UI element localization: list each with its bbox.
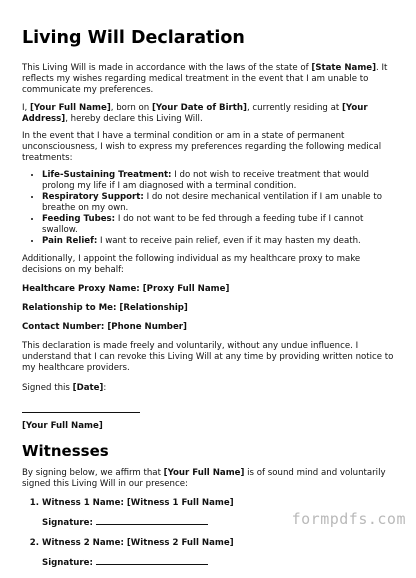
- state-name-field: [State Name]: [311, 63, 377, 73]
- signed-date-field[interactable]: [Date]: [72, 382, 104, 393]
- closing-paragraph: This declaration is made freely and voluntarily, without any undue influence. I understand that I can revoke this Living Will at any time by providing written notice to my healthcare providers.: [22, 340, 394, 373]
- treatment-label: Feeding Tubes:: [42, 213, 116, 224]
- treatment-text: I want to receive pain relief, even if it may hasten my death.: [97, 235, 361, 246]
- intro-paragraph-declarant: [22, 103, 394, 125]
- document-page: [22, 28, 394, 578]
- treatment-label: Life-Sustaining Treatment:: [42, 169, 172, 180]
- witness-intro-text: By signing below, we affirm that: [22, 468, 164, 478]
- treatment-label: Respiratory Support:: [42, 191, 144, 202]
- list-item: [42, 236, 394, 247]
- treatment-label: Pain Relief:: [42, 235, 98, 246]
- treatment-text: I do not want to be fed through a feeding tube if I cannot swallow.: [42, 213, 364, 235]
- list-item: [42, 192, 394, 214]
- witnesses-heading: Witnesses: [22, 442, 109, 460]
- intro-paragraph-state: [22, 63, 394, 96]
- list-item: [42, 214, 394, 236]
- proxy-intro-paragraph: Additionally, I appoint the following individual as my healthcare proxy to make decisions on my behalf:: [22, 253, 361, 275]
- intro-text: . It reflects my wishes regarding medical treatment in the event that I am unable to communicate my preferences.: [22, 63, 388, 95]
- signed-date-line: [22, 383, 394, 394]
- proxy-name-field[interactable]: Healthcare Proxy Name: [Proxy Full Name]: [22, 283, 230, 294]
- proxy-contact-field[interactable]: Contact Number: [Phone Number]: [22, 321, 187, 332]
- address-field: [Your Address]: [22, 102, 368, 124]
- witness-list: [22, 498, 394, 569]
- witnesses-intro-paragraph: [22, 468, 394, 490]
- witness-2-signature-row: [42, 558, 394, 569]
- list-item: [42, 538, 394, 569]
- signed-suffix: :: [103, 382, 107, 393]
- treatment-text: I do not desire mechanical ventilation if I am unable to breathe on my own.: [42, 191, 382, 213]
- treatment-intro-paragraph: In the event that I have a terminal condition or am in a state of permanent unconsciousness, I wish to express my preferences regarding the following medical treatments:: [22, 131, 382, 163]
- witness-2-signature-label: Signature:: [42, 558, 96, 568]
- witness-1-name-field[interactable]: 1. Witness 1 Name: [Witness 1 Full Name]: [42, 498, 234, 508]
- treatment-text: I do not wish to receive treatment that would prolong my life if I am diagnosed with a terminal condition.: [42, 169, 369, 191]
- declarant-signature-line[interactable]: [22, 400, 140, 413]
- date-of-birth-field: [Your Date of Birth]: [151, 102, 247, 113]
- intro-text: , currently residing at: [246, 102, 342, 113]
- document-title: Living Will Declaration: [22, 28, 245, 48]
- full-name-field: [Your Full Name]: [30, 102, 111, 113]
- treatment-list: [22, 170, 394, 247]
- site-watermark: formpdfs.com: [291, 510, 406, 528]
- witness-2-name-field[interactable]: 2. Witness 2 Name: [Witness 2 Full Name]: [42, 538, 234, 548]
- witness-intro-name: [Your Full Name]: [163, 468, 245, 478]
- witness-intro-text: is of sound mind and voluntarily signed this Living Will in our presence:: [22, 468, 386, 489]
- intro-text: This Living Will is made in accordance with the laws of the state of: [22, 63, 312, 73]
- intro-text: , hereby declare this Living Will.: [65, 113, 203, 124]
- witness-1-signature-label: Signature:: [42, 518, 96, 528]
- witness-2-signature-line[interactable]: [96, 564, 208, 565]
- signed-prefix: Signed this: [22, 382, 73, 393]
- intro-text: I,: [22, 102, 30, 113]
- witness-1-signature-line[interactable]: [96, 524, 208, 525]
- intro-text: , born on: [110, 102, 152, 113]
- declarant-printed-name: [Your Full Name]: [22, 421, 103, 431]
- list-item: [42, 170, 394, 192]
- proxy-relationship-field[interactable]: Relationship to Me: [Relationship]: [22, 302, 188, 313]
